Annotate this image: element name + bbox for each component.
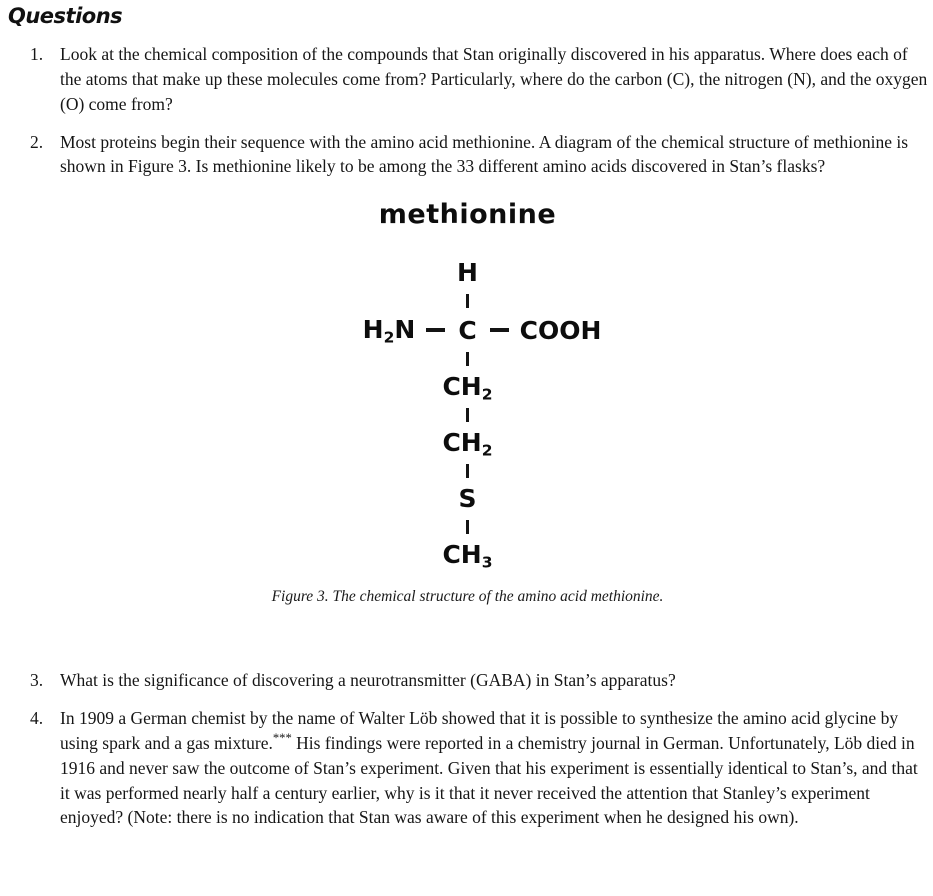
backbone-row (188, 314, 748, 346)
carboxyl-group-label: COOH (519, 315, 602, 345)
atom-hydrogen: H (457, 258, 478, 288)
question-number: 4. (30, 708, 44, 729)
horizontal-bond (426, 328, 445, 332)
horizontal-bond (490, 328, 509, 332)
alpha-carbon: C (458, 315, 477, 345)
sulfur-atom: S (458, 484, 477, 514)
ch2-group-2: $CH_2$ (442, 428, 493, 460)
question-4-text-end: His findings were reported in a chemistry journal in German. Unfortunately, Löb died in 1916 and never saw the outcome of Stan’s experiment. Given that his experiment is essentially identical to Stan’s, and that it was performed nearly half a century earlier, why is it that it never received the attention that Stanley’s experiment enjoyed? (Note: there is no indication that Stan was aware of this experiment when he designed his own). (60, 732, 918, 828)
figure-title: methionine (378, 199, 557, 231)
vertical-bond (466, 294, 469, 308)
question-item-2 (30, 130, 929, 180)
spacer (6, 630, 929, 668)
vertical-bond (466, 408, 469, 422)
question-text: Look at the chemical composition of the compounds that Stan originally discovered in his apparatus. Where does each of the atoms that make up these molecules come from? Particularly, where do the carbon (C), the nitrogen (N), and the oxygen (O) come from? (60, 44, 928, 114)
question-number: 3. (30, 670, 44, 691)
amino-group (188, 315, 457, 346)
chemical-structure-diagram (188, 258, 748, 570)
ch2-group-1: $CH_2$ (442, 372, 493, 404)
methionine-figure (6, 199, 929, 606)
vertical-bond (466, 464, 469, 478)
footnote-asterisks: *** (272, 731, 292, 746)
carboxyl-group (479, 316, 748, 345)
question-text: What is the significance of discovering a neurotransmitter (GABA) in Stan’s apparatus? (60, 670, 676, 691)
vertical-bond (466, 352, 469, 366)
vertical-bond (466, 520, 469, 534)
question-number: 2. (30, 131, 44, 152)
ch3-group: $CH_3$ (442, 540, 493, 572)
question-number: 1. (30, 44, 44, 64)
figure-caption: Figure 3. The chemical structure of the amino acid methionine. (271, 588, 664, 606)
question-text (60, 706, 928, 830)
questions-heading: Questions (8, 4, 123, 28)
question-item-3 (30, 668, 929, 693)
question-4-text-start: In 1909 a German chemist by the name of Walter Löb showed that it is possible to synthesize the amino acid glycine by using spark and a gas mixture. (60, 708, 899, 753)
question-item-1 (30, 42, 929, 117)
question-text: Most proteins begin their sequence with the amino acid methionine. A diagram of the chemical structure of methionine is shown in Figure 3. Is methionine likely to be among the 33 different amino acids discovered in Stan’s flasks? (60, 131, 909, 177)
amino-group-label: $H_2N$ (362, 314, 416, 346)
question-item-4 (30, 706, 929, 830)
